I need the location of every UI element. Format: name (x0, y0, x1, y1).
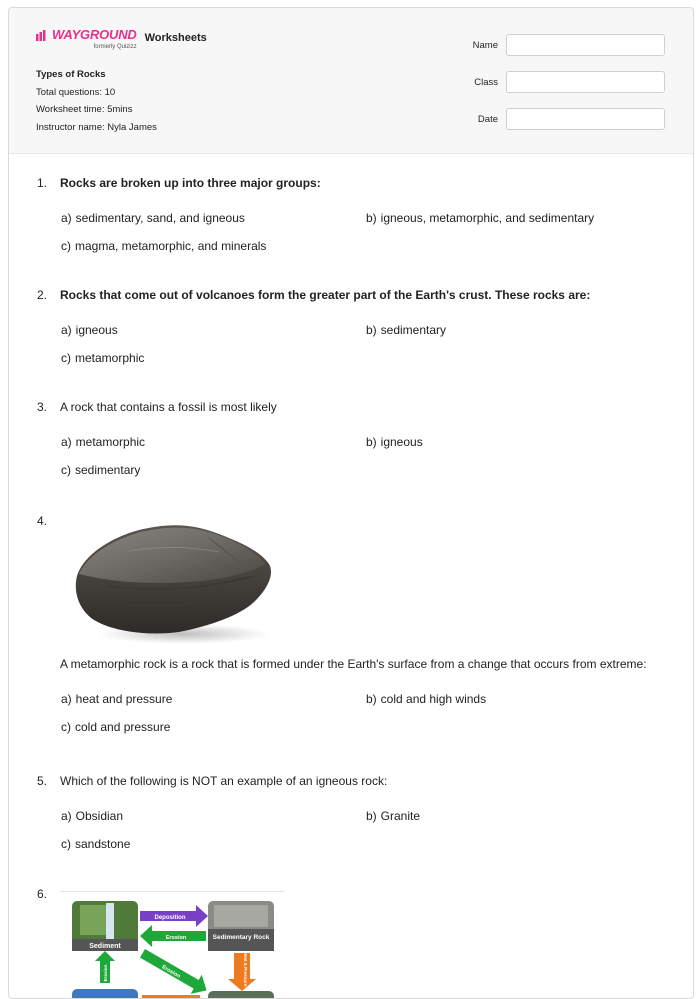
igneous-image-partial (72, 989, 138, 999)
instructor-name: Instructor name: Nyla James (36, 121, 157, 133)
logo-mark-icon (36, 30, 50, 41)
bottom-arrow-partial (142, 995, 200, 999)
metamorphic-image-partial (208, 991, 274, 999)
brand-title: Worksheets (144, 32, 207, 44)
date-field[interactable] (506, 108, 665, 130)
option-b: b) cold and high winds (366, 692, 487, 706)
sedimentary-rock-label: Sedimentary Rock (212, 934, 270, 941)
heat-pressure-label: Heat & Pressure (243, 951, 248, 987)
student-fields (473, 34, 665, 145)
name-field[interactable] (506, 34, 665, 56)
worksheet-meta (36, 66, 157, 136)
option-a: a) heat and pressure (61, 692, 173, 706)
worksheet-time: Worksheet time: 5mins (36, 104, 133, 115)
worksheet-header (9, 8, 693, 154)
option-a: a) Obsidian (61, 809, 124, 823)
option-c: c) cold and pressure (61, 720, 171, 734)
total-questions: Total questions: 10 (36, 86, 116, 98)
question-number: 3. (37, 400, 48, 414)
date-label: Date (477, 113, 498, 125)
worksheet (8, 7, 694, 999)
question-text: A rock that contains a fossil is most likely (60, 400, 277, 414)
question-text: Rocks are broken up into three major groups: (60, 176, 321, 190)
erosion-left-label: Erosion (103, 964, 108, 982)
option-c: c) sandstone (61, 837, 131, 851)
logo-text: WAYGROUND (52, 27, 137, 42)
option-b: b) Granite (366, 809, 421, 823)
question-number: 2. (37, 288, 48, 302)
question-number: 4. (37, 514, 48, 528)
option-b: b) igneous (366, 435, 423, 449)
question-number: 5. (37, 774, 48, 788)
sediment-label: Sediment (89, 943, 121, 950)
logo-subtext: formerly Quizizz (93, 44, 137, 50)
erosion-diagonal-label: Erosion (160, 964, 182, 980)
option-a: a) metamorphic (61, 435, 146, 449)
option-c: c) magma, metamorphic, and minerals (61, 239, 267, 253)
name-label: Name (472, 39, 498, 51)
date-field-row (473, 108, 665, 130)
question-number: 1. (37, 176, 48, 190)
option-c: c) metamorphic (61, 351, 145, 365)
question-text: Rocks that come out of volcanoes form the greater part of the Earth's crust. These rocks are: (60, 288, 591, 302)
option-b: b) igneous, metamorphic, and sedimentary (366, 211, 595, 225)
option-a: a) sedimentary, sand, and igneous (61, 211, 245, 225)
deposition-label: Deposition (154, 915, 186, 921)
erosion-top-label: Erosion (165, 935, 187, 941)
class-field-row (473, 71, 665, 93)
class-field[interactable] (506, 71, 665, 93)
brand (36, 28, 207, 51)
metamorphic-rock-image (69, 516, 279, 646)
question-text: Which of the following is NOT an example of an igneous rock: (60, 774, 388, 788)
option-a: a) igneous (61, 323, 118, 337)
wayground-logo (36, 28, 137, 51)
class-label: Class (474, 76, 498, 88)
option-b: b) sedimentary (366, 323, 447, 337)
question-text: A metamorphic rock is a rock that is formed under the Earth's surface from a change that occurs from extreme: (60, 657, 647, 671)
rock-cycle-diagram (60, 891, 285, 999)
question-number: 6. (37, 887, 48, 901)
name-field-row (473, 34, 665, 56)
worksheet-title: Types of Rocks (36, 69, 106, 80)
option-c: c) sedimentary (61, 463, 141, 477)
